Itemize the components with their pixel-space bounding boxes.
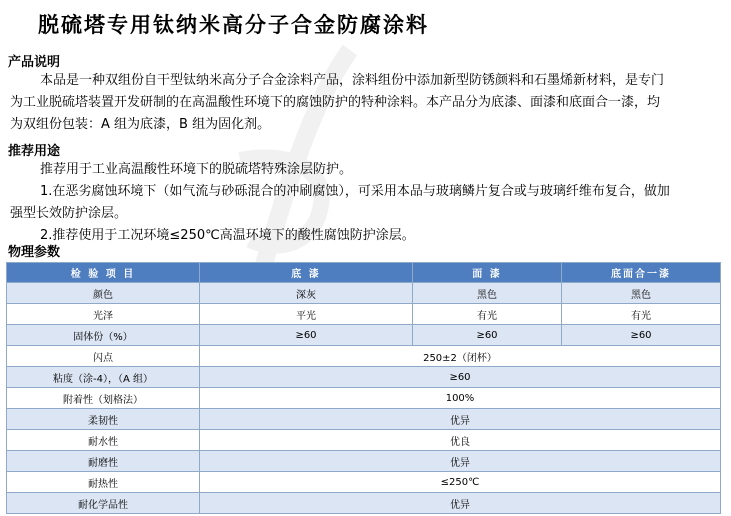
cell-value: 250±2（闭杯）: [200, 346, 721, 367]
description-line: 为双组份包装：A 组为底漆，B 组为固化剂。: [10, 117, 271, 132]
cell-value: ≥60: [200, 367, 721, 388]
header-item: 检 验 项 目: [7, 263, 200, 283]
table-row: [7, 346, 721, 367]
cell-item: 耐化学品性: [7, 493, 200, 514]
cell-value: 深灰: [200, 283, 413, 304]
section-heading-usage: 推荐用途: [8, 144, 61, 159]
table-row: [7, 325, 721, 346]
section-heading-description: 产品说明: [8, 55, 61, 70]
table-row: [7, 409, 721, 430]
table-row: [7, 367, 721, 388]
cell-value: ≥60: [562, 325, 721, 346]
cell-item: 耐磨性: [7, 451, 200, 472]
cell-item: 耐热性: [7, 472, 200, 493]
cell-value: 100%: [200, 388, 721, 409]
cell-value: 有光: [562, 304, 721, 325]
usage-line: 2.推荐使用于工况环境≤250℃高温环境下的酸性腐蚀防护涂层。: [40, 228, 415, 243]
cell-value: 优异: [200, 409, 721, 430]
usage-line: 强型长效防护涂层。: [10, 206, 128, 221]
header-primer: 底 漆: [200, 263, 413, 283]
table-row: [7, 388, 721, 409]
table-row: [7, 430, 721, 451]
cell-item: 耐水性: [7, 430, 200, 451]
usage-line: 推荐用于工业高温酸性环境下的脱硫塔特殊涂层防护。: [40, 162, 353, 177]
section-heading-physical: 物理参数: [8, 245, 61, 260]
usage-paragraph: [10, 159, 670, 247]
cell-value: ≥60: [200, 325, 413, 346]
description-line: 为工业脱硫塔装置开发研制的在高温酸性环境下的腐蚀防护的特种涂料。本产品分为底漆、面漆和底面合一漆，均: [10, 95, 661, 110]
cell-item: 粘度（涂-4），（A 组）: [7, 367, 200, 388]
cell-value: ≤250℃: [200, 472, 721, 493]
cell-item: 柔韧性: [7, 409, 200, 430]
cell-item: 光泽: [7, 304, 200, 325]
header-topcoat: 面 漆: [413, 263, 562, 283]
cell-item: 固体份（%）: [7, 325, 200, 346]
cell-item: 闪点: [7, 346, 200, 367]
table-row: [7, 493, 721, 514]
table-row: [7, 472, 721, 493]
cell-value: 黑色: [413, 283, 562, 304]
cell-value: ≥60: [413, 325, 562, 346]
cell-value: 有光: [413, 304, 562, 325]
page-title: 脱硫塔专用钛纳米高分子合金防腐涂料: [38, 12, 429, 37]
cell-item: 附着性（划格法）: [7, 388, 200, 409]
physical-parameters-table: [6, 262, 721, 514]
cell-value: 黑色: [562, 283, 721, 304]
usage-line: 1.在恶劣腐蚀环境下（如气流与砂砾混合的冲刷腐蚀），可采用本品与玻璃鳞片复合或与玻璃纤维布复合，做加: [40, 184, 670, 199]
cell-item: 颜色: [7, 283, 200, 304]
table-row: [7, 451, 721, 472]
table-header-row: [7, 263, 721, 283]
cell-value: 优异: [200, 451, 721, 472]
cell-value: 优异: [200, 493, 721, 514]
cell-value: 平光: [200, 304, 413, 325]
description-line: 本品是一种双组份自干型钛纳米高分子合金涂料产品，涂料组份中添加新型防锈颜料和石墨烯新材料，是专门: [40, 73, 665, 88]
table-row: [7, 304, 721, 325]
table-row: [7, 283, 721, 304]
description-paragraph: [10, 70, 664, 136]
header-all-in-one: 底面合一漆: [562, 263, 721, 283]
cell-value: 优良: [200, 430, 721, 451]
